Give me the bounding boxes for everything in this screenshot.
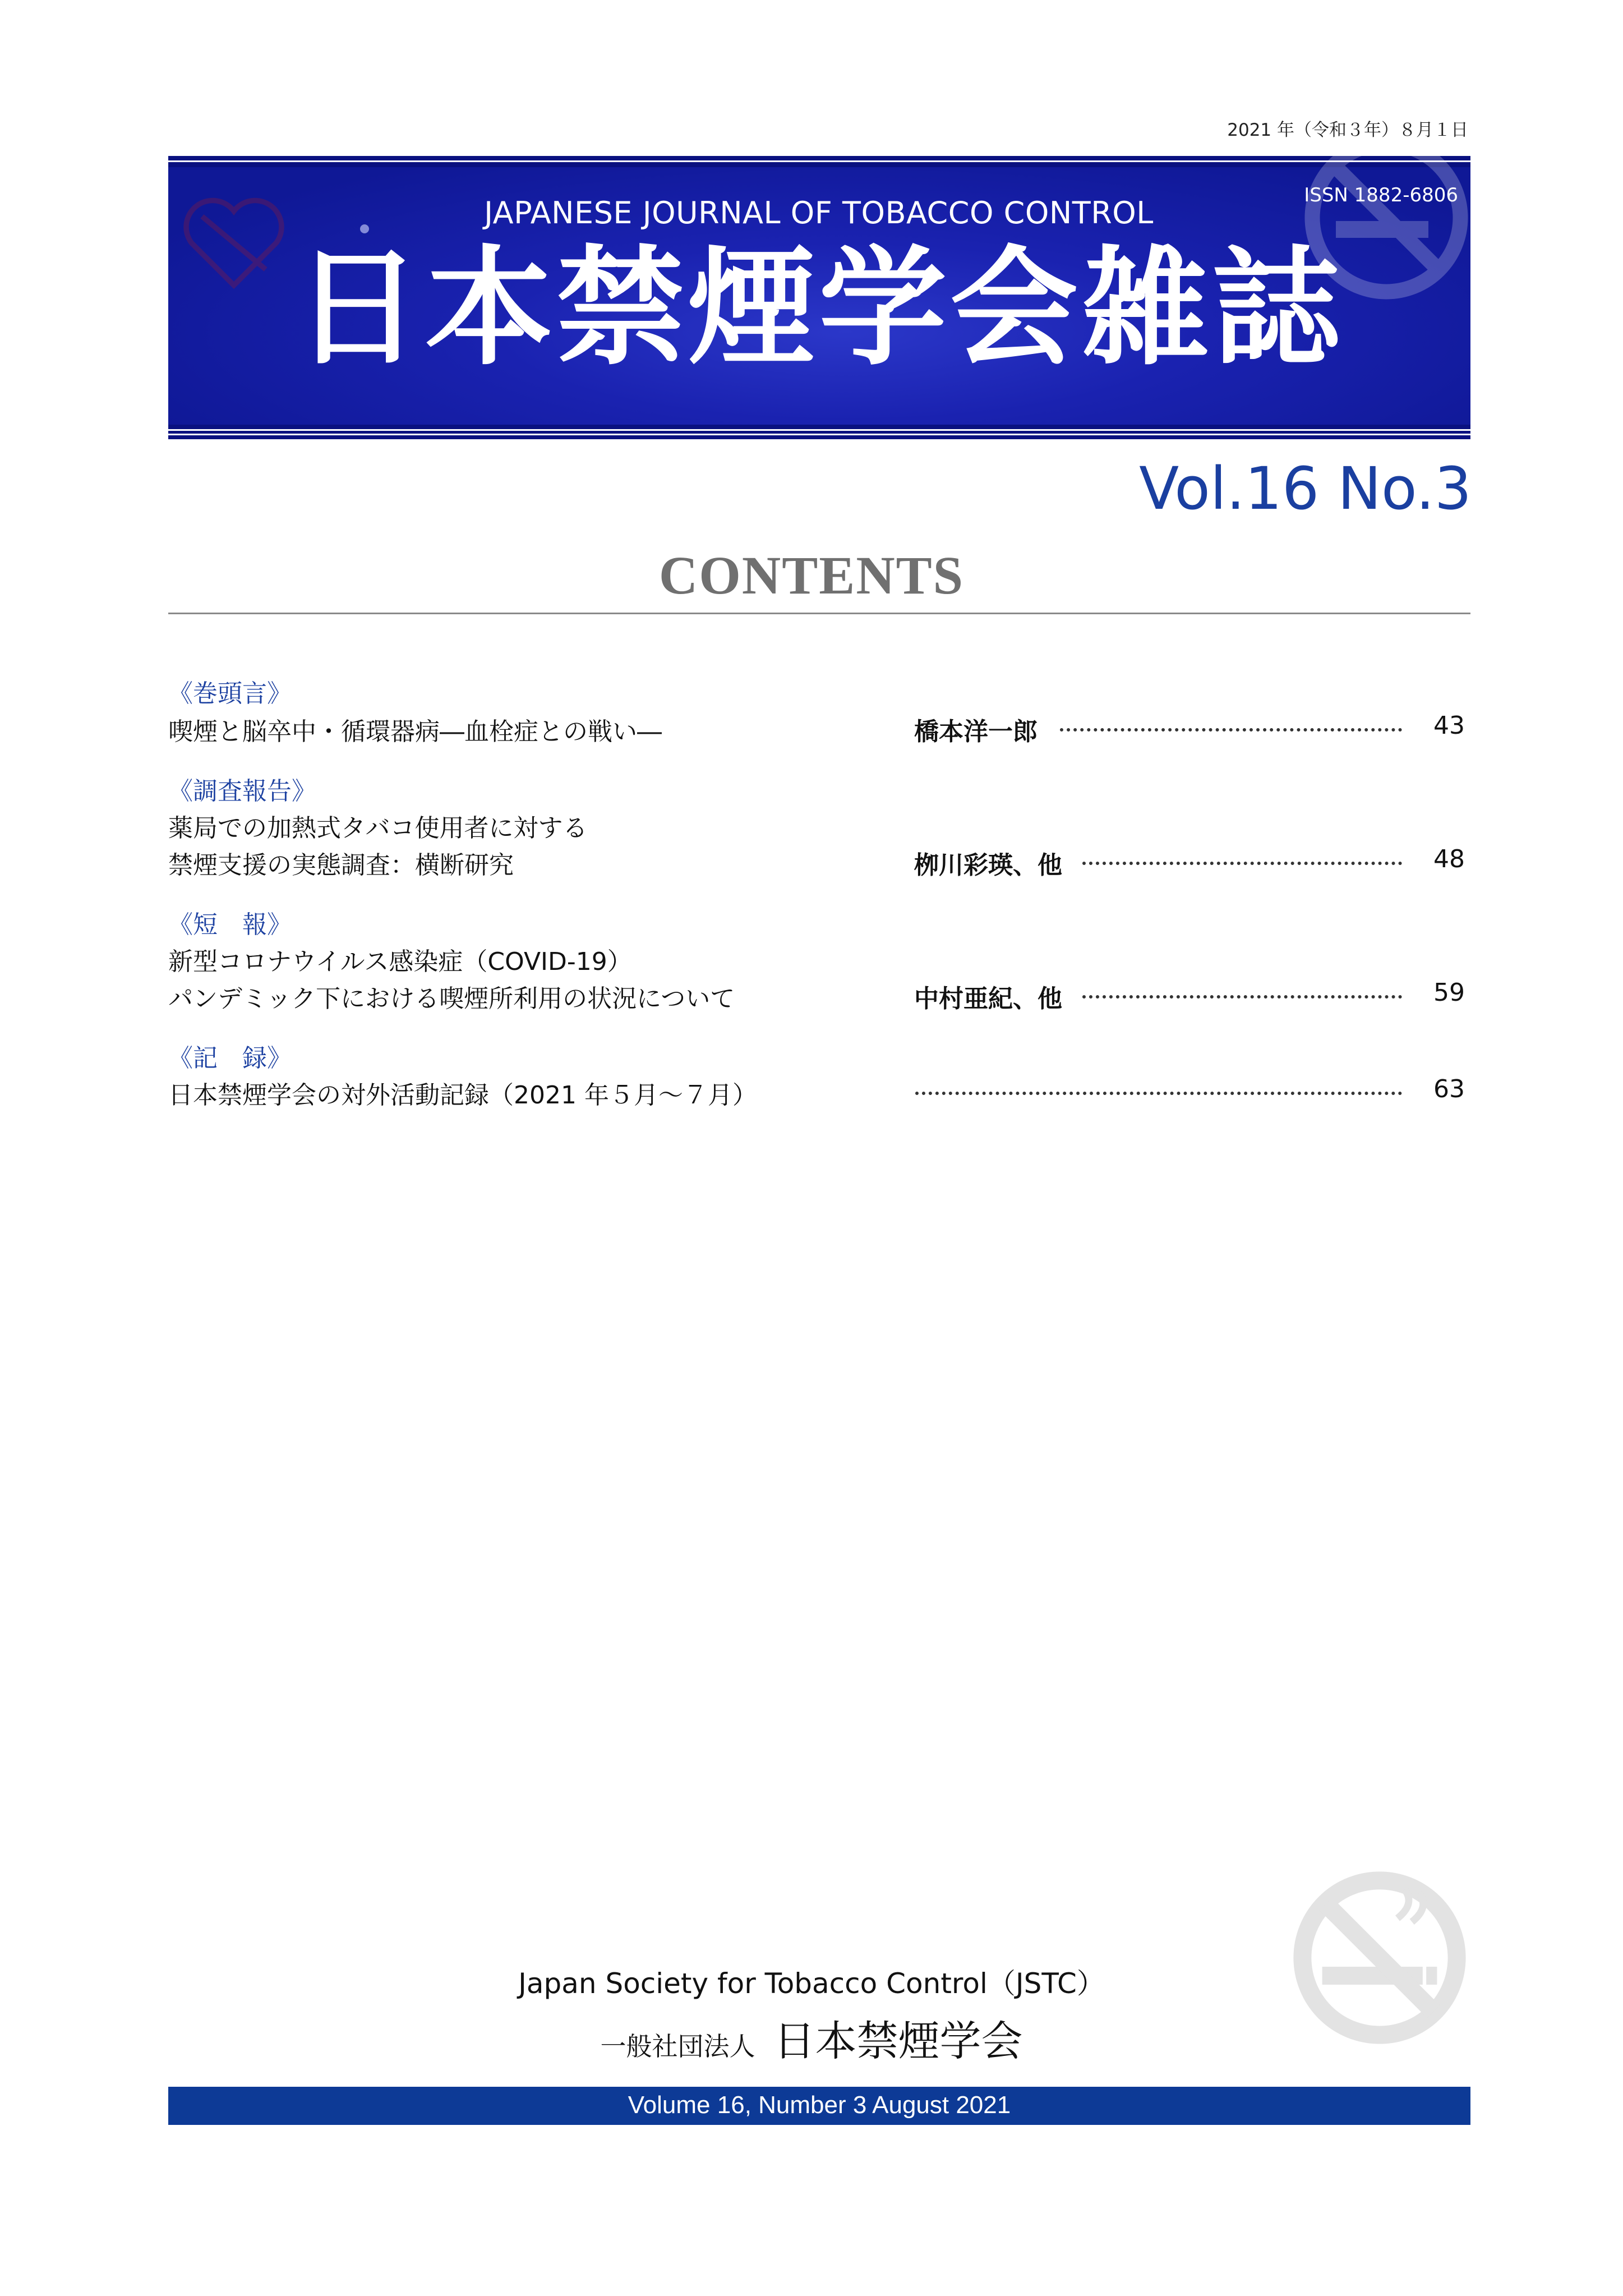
toc-section-label: 《調査報告》 (168, 777, 316, 806)
toc-entry-page[interactable]: 63 (1433, 1075, 1465, 1103)
contents-heading: CONTENTS (658, 545, 965, 605)
issue-line: Volume 16, Number 3 August 2021 (628, 2091, 1011, 2119)
toc-entry-page[interactable]: 48 (1433, 845, 1465, 873)
society-japanese-name (0, 2008, 1623, 2068)
contents-divider (168, 613, 1470, 614)
journal-english-title: JAPANESE JOURNAL OF TOBACCO CONTROL (484, 195, 1154, 231)
toc-dot-leader (1082, 862, 1402, 865)
toc-entry-page[interactable]: 43 (1433, 711, 1465, 740)
volume-number: Vol.16 No.3 (1139, 454, 1472, 523)
toc-entry-title[interactable]: 喫煙と脳卒中・循環器病―血栓症との戦い― (168, 717, 662, 746)
toc-entry-author: 橋本洋一郎 (914, 717, 1038, 746)
society-name: 日本禁煙学会 (773, 2017, 1023, 2065)
toc-dot-leader (1082, 995, 1402, 999)
issue-footer-bar (168, 2087, 1470, 2125)
society-type-label: 一般社団法人 (600, 2031, 755, 2062)
issn-number: ISSN 1882-6806 (1304, 184, 1458, 206)
toc-section-label: 《記 録》 (168, 1044, 292, 1073)
toc-entry-title[interactable]: 禁煙支援の実態調査：横断研究 (168, 851, 514, 880)
toc-dot-leader (1060, 728, 1402, 731)
toc-entry-page[interactable]: 59 (1433, 978, 1465, 1007)
journal-banner (168, 156, 1470, 439)
toc-entry-title[interactable]: 日本禁煙学会の対外活動記録（2021 年５月～７月） (168, 1081, 757, 1110)
toc-section-label: 《短 報》 (168, 910, 292, 939)
journal-title: 日本禁煙学会雑誌 (294, 233, 1344, 383)
toc-entry-title[interactable]: 薬局での加熱式タバコ使用者に対する (168, 814, 588, 843)
publication-date: 2021 年（令和３年）８月１日 (1227, 120, 1468, 140)
toc-dot-leader (915, 1092, 1402, 1095)
toc-section-label: 《巻頭言》 (168, 679, 292, 708)
toc-entry-author: 栁川彩瑛、他 (914, 851, 1062, 880)
toc-entry-author: 中村亜紀、他 (914, 984, 1062, 1013)
toc-entry-title[interactable]: パンデミック下における喫煙所利用の状況について (168, 984, 735, 1013)
toc-entry-title[interactable]: 新型コロナウイルス感染症（COVID-19） (168, 947, 632, 976)
society-english-name: Japan Society for Tobacco Control（JSTC） (518, 1967, 1105, 2000)
